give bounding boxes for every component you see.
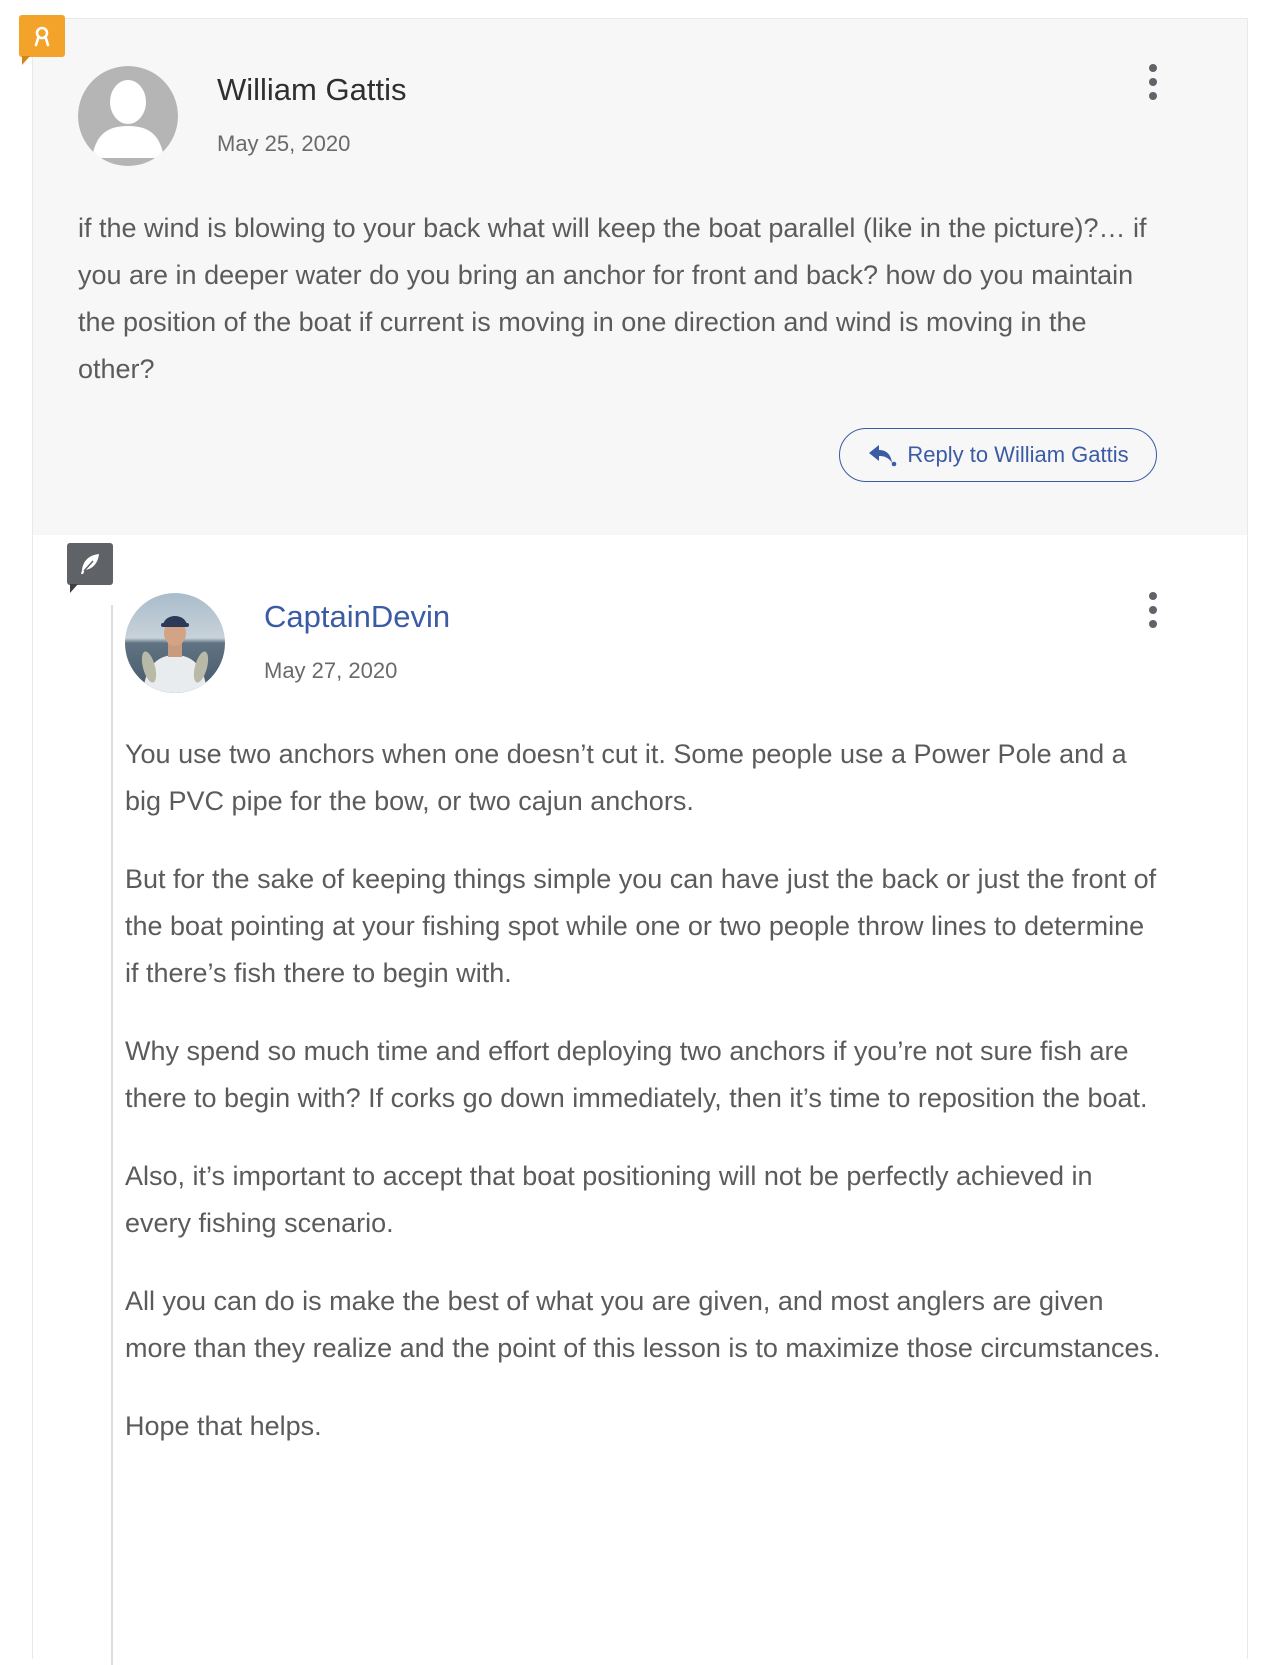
reply-icon bbox=[867, 442, 897, 468]
ribbon-icon bbox=[19, 15, 65, 57]
more-options-icon[interactable] bbox=[1141, 62, 1165, 102]
comment-date: May 25, 2020 bbox=[217, 131, 351, 156]
reply-button-label: Reply to William Gattis bbox=[907, 442, 1129, 467]
comment-paragraph: All you can do is make the best of what you are given, and most anglers are given more than they realize and the point of this lesson is to maximize those circumstances. bbox=[125, 1286, 1161, 1363]
comment-body bbox=[125, 731, 1165, 1450]
avatar[interactable] bbox=[78, 66, 178, 166]
feather-icon bbox=[67, 543, 113, 585]
author-name: William Gattis bbox=[217, 72, 407, 107]
comment-paragraph: Hope that helps. bbox=[125, 1411, 322, 1441]
author-name[interactable]: CaptainDevin bbox=[264, 599, 451, 634]
reply-thread-line bbox=[111, 605, 113, 1665]
comment-paragraph: Also, it’s important to accept that boat positioning will not be perfectly achieved in every fishing scenario. bbox=[125, 1161, 1093, 1238]
comment-paragraph: Why spend so much time and effort deploying two anchors if you’re not sure fish are there to begin with? If corks go down immediately, then it’s time to reposition the boat. bbox=[125, 1036, 1148, 1113]
comment-paragraph: if the wind is blowing to your back what will keep the boat parallel (like in the picture)?… if you are in deeper water do you bring an anchor for front and back? how do you maintain the position of the boat if current is moving in one direction and wind is moving in the other? bbox=[78, 213, 1147, 384]
comment-date: May 27, 2020 bbox=[264, 658, 398, 683]
more-options-icon[interactable] bbox=[1141, 590, 1165, 630]
comment-paragraph: You use two anchors when one doesn’t cut it. Some people use a Power Pole and a big PVC pipe for the bow, or two cajun anchors. bbox=[125, 739, 1127, 816]
reply-button[interactable] bbox=[839, 428, 1157, 482]
comment-paragraph: But for the sake of keeping things simple you can have just the back or just the front of the boat pointing at your fishing spot while one or two people throw lines to determine if there’s fish there to begin with. bbox=[125, 864, 1157, 988]
comment-body bbox=[78, 205, 1163, 393]
avatar[interactable] bbox=[125, 593, 225, 693]
